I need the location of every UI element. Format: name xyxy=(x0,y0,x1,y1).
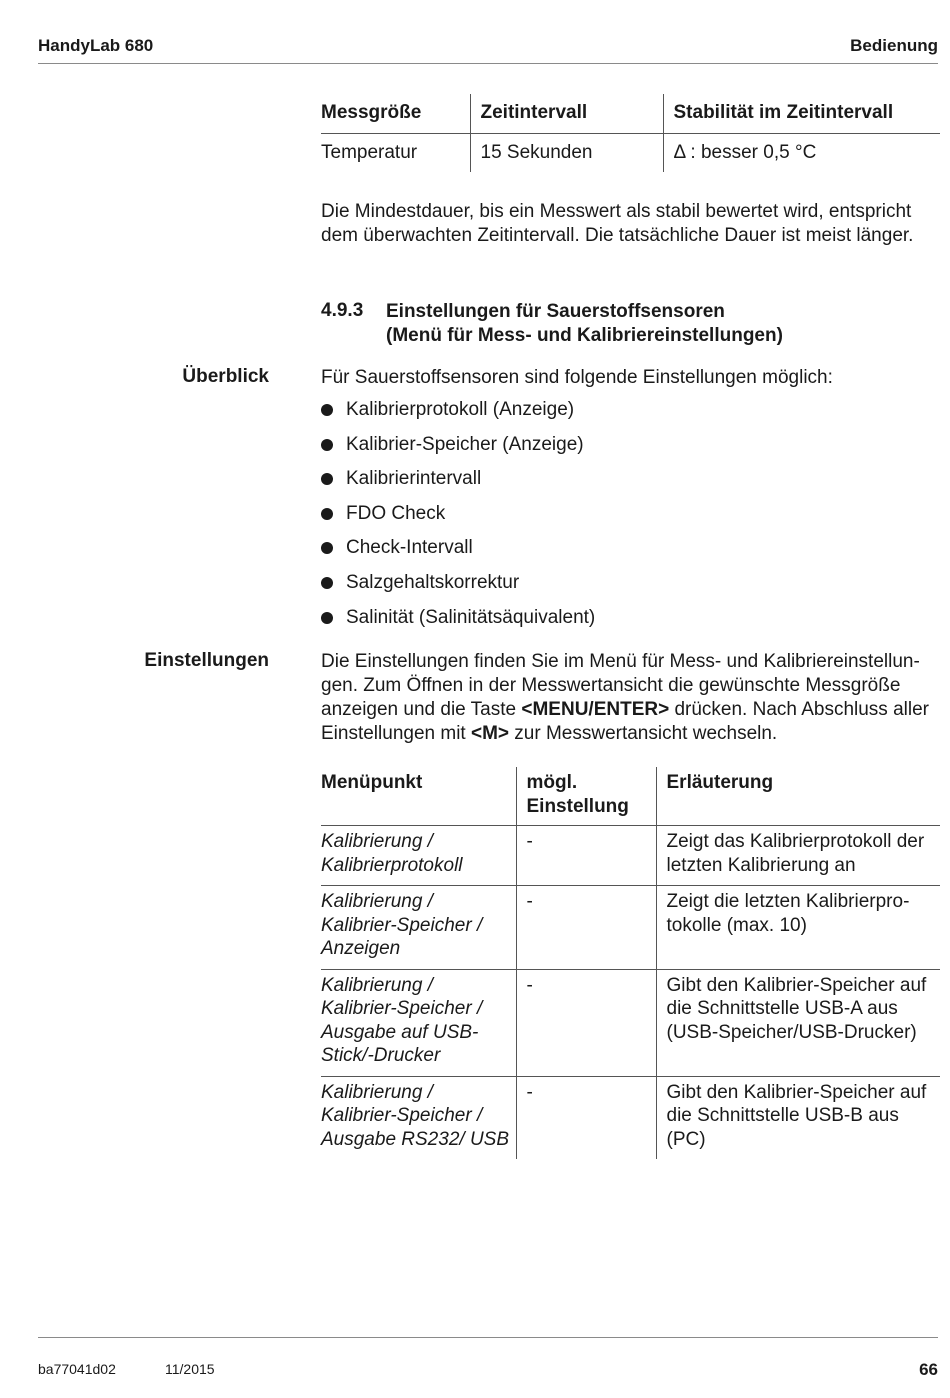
menu-cell-item: Kalibrierung / Kalibrier-Speicher / Anzeigen xyxy=(321,886,516,970)
menu-cell-option: - xyxy=(516,969,656,1076)
key-m: <M> xyxy=(470,723,509,744)
table-row xyxy=(321,133,940,172)
list-item xyxy=(321,606,595,641)
settings-text-3: zur Messwertansicht wechseln. xyxy=(509,723,778,744)
stability-table xyxy=(321,94,940,172)
list-item-label: Kalibrierintervall xyxy=(346,468,482,490)
menu-cell-desc: Zeigt die letzten Kalibrierpro-tokolle (max. 10) xyxy=(656,886,940,970)
list-item-label: FDO Check xyxy=(346,502,446,524)
bullet-icon xyxy=(321,508,333,520)
paragraph-settings xyxy=(321,650,940,746)
list-item xyxy=(321,502,595,537)
bullet-icon xyxy=(321,542,333,554)
side-label-overview: Überblick xyxy=(182,366,269,387)
key-menu-enter: <MENU/ENTER> xyxy=(521,699,670,720)
stability-cell-quantity: Temperatur xyxy=(321,141,418,163)
settings-text-1: Die Einstellungen finden Sie im Menü für Mess- und Kalibriereinstellun-gen. Zum Öffnen in der Messwertansicht die gewünschte Messgröße anzeigen und die Taste xyxy=(321,651,920,720)
list-item xyxy=(321,536,595,571)
menu-header-item: Menüpunkt xyxy=(321,767,516,826)
menu-cell-item: Kalibrierung / Kalibrierprotokoll xyxy=(321,826,516,886)
header-product: HandyLab 680 xyxy=(38,36,154,55)
settings-text-2: drücken. Nach Abschluss aller Einstellungen mit xyxy=(321,699,929,744)
menu-table xyxy=(321,767,940,1159)
section-title xyxy=(386,300,783,348)
menu-cell-option: - xyxy=(516,886,656,970)
menu-cell-item: Kalibrierung / Kalibrier-Speicher / Ausgabe auf USB-Stick/-Drucker xyxy=(321,969,516,1076)
page-number: 66 xyxy=(919,1360,938,1379)
table-row xyxy=(321,886,940,970)
side-label-settings: Einstellungen xyxy=(144,650,269,671)
menu-cell-desc: Gibt den Kalibrier-Speicher auf die Schnittstelle USB-B aus (PC) xyxy=(656,1076,940,1159)
list-item xyxy=(321,571,595,606)
menu-cell-desc: Zeigt das Kalibrierprotokoll der letzten Kalibrierung an xyxy=(656,826,940,886)
table-row xyxy=(321,1076,940,1159)
menu-header-desc: Erläuterung xyxy=(656,767,940,826)
bullet-icon xyxy=(321,577,333,589)
bullet-icon xyxy=(321,404,333,416)
stability-cell-interval: 15 Sekunden xyxy=(470,133,663,172)
menu-cell-option: - xyxy=(516,826,656,886)
paragraph-min-duration: Die Mindestdauer, bis ein Messwert als stabil bewertet wird, entspricht dem überwachten Zeitintervall. Die tatsächliche Dauer ist meist länger. xyxy=(321,201,914,246)
list-item xyxy=(321,433,595,468)
header-rule xyxy=(38,63,938,64)
bullet-icon xyxy=(321,439,333,451)
menu-cell-desc: Gibt den Kalibrier-Speicher auf die Schnittstelle USB-A aus (USB-Speicher/USB-Drucker) xyxy=(656,969,940,1076)
section-title-line1: Einstellungen für Sauerstoffsensoren xyxy=(386,301,725,322)
list-item-label: Salinität (Salinitätsäquivalent) xyxy=(346,606,596,628)
footer-date: 11/2015 xyxy=(165,1361,215,1377)
stability-header-stability: Stabilität im Zeitintervall xyxy=(663,94,940,133)
list-item-label: Salzgehaltskorrektur xyxy=(346,571,520,593)
bullet-icon xyxy=(321,612,333,624)
overview-intro: Für Sauerstoffsensoren sind folgende Einstellungen möglich: xyxy=(321,367,833,388)
list-item-label: Kalibrierprotokoll (Anzeige) xyxy=(346,399,575,420)
list-item xyxy=(321,398,595,433)
list-item-label: Check-Intervall xyxy=(346,537,473,559)
menu-header-option: mögl. Einstellung xyxy=(516,767,656,826)
menu-cell-option: - xyxy=(516,1076,656,1159)
header-chapter: Bedienung xyxy=(850,36,938,55)
footer-doc-code: ba77041d02 xyxy=(38,1361,116,1377)
menu-cell-item: Kalibrierung / Kalibrier-Speicher / Ausgabe RS232/ USB xyxy=(321,1081,510,1150)
table-row xyxy=(321,969,940,1076)
table-row xyxy=(321,826,940,886)
section-number: 4.9.3 xyxy=(321,300,364,321)
section-title-line2: (Menü für Mess- und Kalibriereinstellungen) xyxy=(386,325,783,346)
list-item xyxy=(321,467,595,502)
settings-list xyxy=(321,398,595,640)
stability-header-quantity: Messgröße xyxy=(321,94,470,133)
footer-rule xyxy=(38,1337,938,1338)
stability-header-interval: Zeitintervall xyxy=(470,94,663,133)
bullet-icon xyxy=(321,473,333,485)
list-item-label: Kalibrier-Speicher (Anzeige) xyxy=(346,433,584,455)
stability-cell-stability: Δ : besser 0,5 °C xyxy=(663,133,940,172)
